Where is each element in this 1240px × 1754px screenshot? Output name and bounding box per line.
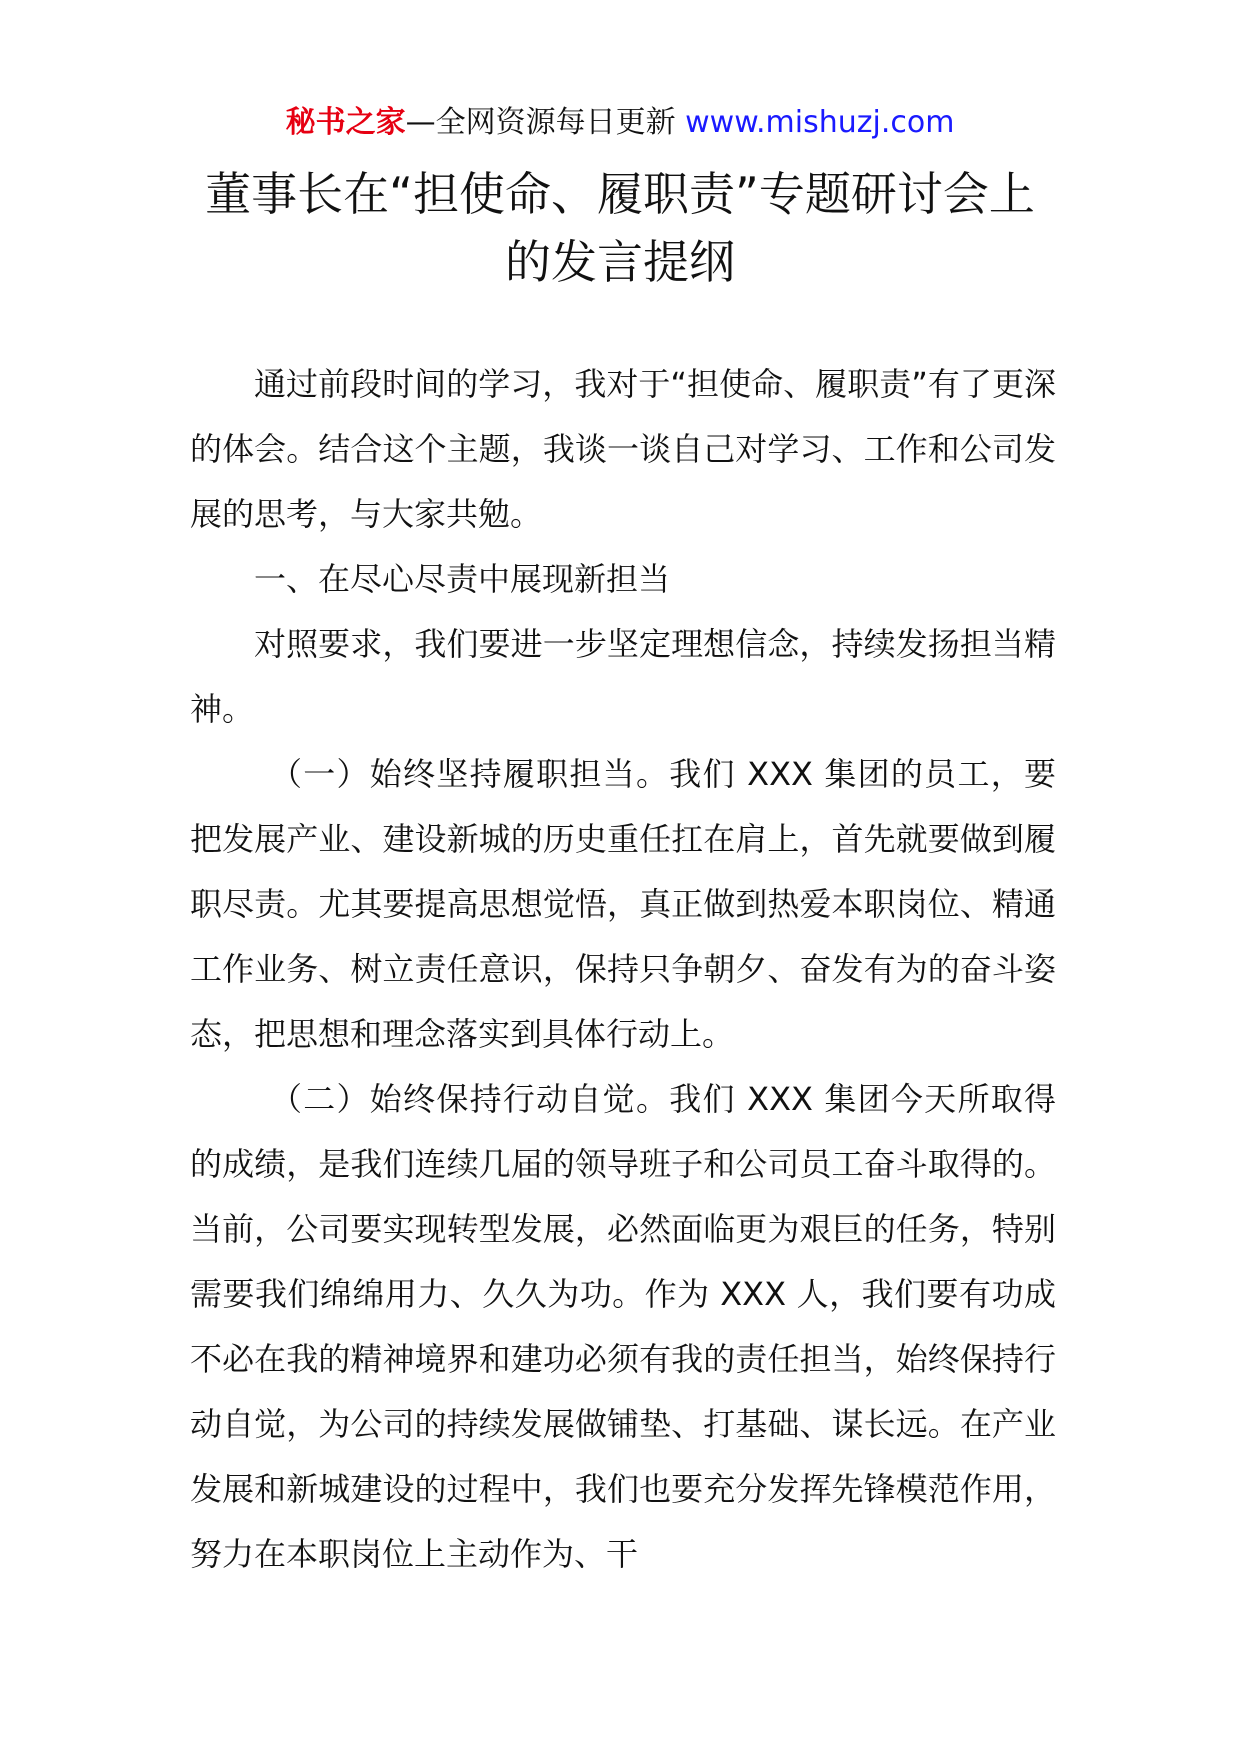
section-heading-1: 一、在尽心尽责中展现新担当 <box>254 560 671 598</box>
section-1-intro-paragraph: 对照要求，我们要进一步坚定理想信念，持续发扬担当精神。 <box>190 625 1056 728</box>
subsection-1-paragraph: （一）始终坚持履职担当。我们 XXX 集团的员工，要把发展产业、建设新城的历史重任扛在肩上，首先就要做到履职尽责。尤其要提高思想觉悟，真正做到热爱本职岗位、精通工作业务、树立责任意识，保持只争朝夕、奋发有为的奋斗姿态，把思想和理念落实到具体行动上。 <box>190 755 1056 1053</box>
intro-paragraph: 通过前段时间的学习，我对于“担使命、履职责”有了更深的体会。结合这个主题，我谈一谈自己对学习、工作和公司发展的思考，与大家共勉。 <box>190 365 1056 533</box>
site-header <box>0 100 1240 146</box>
document-title: 董事长在“担使命、履职责”专题研讨会上的发言提纲 <box>205 167 1035 289</box>
site-tagline: —全网资源每日更新 <box>405 105 686 140</box>
site-brand: 秘书之家 <box>285 105 406 140</box>
subsection-2-paragraph: （二）始终保持行动自觉。我们 XXX 集团今天所取得的成绩，是我们连续几届的领导班子和公司员工奋斗取得的。当前，公司要实现转型发展，必然面临更为艰巨的任务，特别需要我们绵绵用力、久久为功。作为 XXX 人，我们要有功成不必在我的精神境界和建功必须有我的责任担当，始终保持行动自觉，为公司的持续发展做铺垫、打基础、谋长远。在产业发展和新城建设的过程中，我们也要充分发挥先锋模范作用，努力在本职岗位上主动作为、干 <box>190 1080 1056 1573</box>
site-url-link[interactable]: www.mishuzj.com <box>685 105 955 140</box>
document-body <box>190 352 1056 1587</box>
